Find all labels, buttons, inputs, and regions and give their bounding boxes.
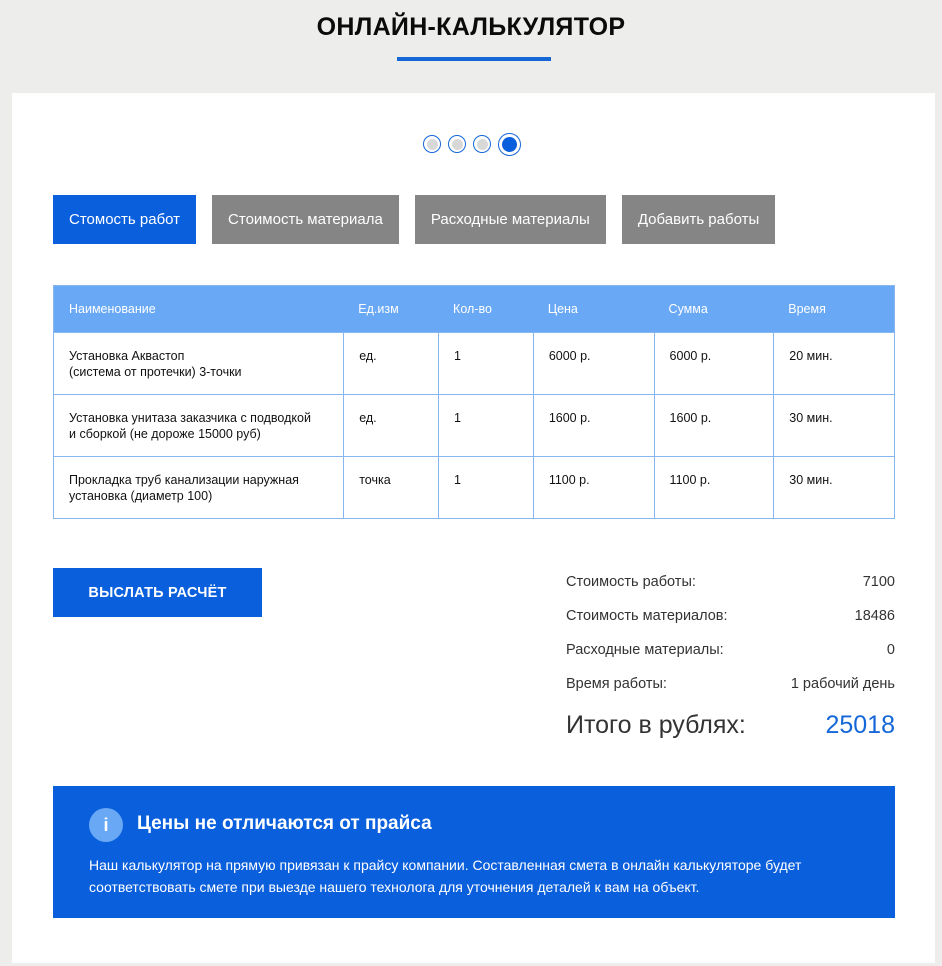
cell-name-line: Установка Аквастоп: [69, 349, 185, 363]
step-indicator: [423, 132, 521, 156]
cell-qty: 1: [438, 457, 533, 518]
calculator-tabs: [53, 195, 775, 244]
cell-time: 30 мин.: [773, 457, 894, 518]
cell-price: 1100 р.: [533, 457, 654, 518]
summary-label: Время работы:: [566, 676, 667, 692]
works-table: [53, 285, 895, 519]
step-dot-icon: [427, 139, 438, 150]
cell-sum: 1100 р.: [654, 457, 774, 518]
title-underline: [397, 57, 551, 61]
cell-name: [54, 333, 343, 394]
total-label: Итого в рублях:: [566, 710, 746, 739]
summary-label: Расходные материалы:: [566, 642, 724, 658]
cell-name-line: и сборкой (не дороже 15000 руб): [69, 427, 261, 441]
step-2[interactable]: [448, 135, 466, 153]
summary-value: 1 рабочий день: [790, 676, 895, 692]
step-dot-icon: [502, 137, 517, 152]
page-title: ОНЛАЙН-КАЛЬКУЛЯТОР: [316, 13, 626, 41]
total-value: 25018: [825, 710, 895, 739]
table-header: [54, 286, 894, 332]
cell-price: 1600 р.: [533, 395, 654, 456]
cell-sum: 1600 р.: [654, 395, 774, 456]
step-dot-icon: [477, 139, 488, 150]
cell-qty: 1: [438, 395, 533, 456]
table-row: [54, 332, 894, 394]
page-header: [0, 0, 942, 93]
summary-value: 18486: [854, 608, 895, 624]
cell-name: [54, 457, 343, 518]
summary-value: 7100: [862, 574, 895, 590]
cell-name-line: Установка унитаза заказчика с подводкой: [69, 411, 311, 425]
step-3[interactable]: [473, 135, 491, 153]
cell-unit: точка: [343, 457, 438, 518]
info-icon: i: [89, 808, 123, 842]
cell-name: [54, 395, 343, 456]
step-dot-icon: [452, 139, 463, 150]
cell-unit: ед.: [343, 333, 438, 394]
cell-unit: ед.: [343, 395, 438, 456]
summary-value: 0: [886, 642, 895, 658]
info-text: Наш калькулятор на прямую привязан к прайсу компании. Составленная смета в онлайн калькуляторе будет соответствовать смете при выезде нашего технолога для уточнения деталей к вам на объект.: [89, 857, 802, 895]
cell-sum: 6000 р.: [654, 333, 774, 394]
info-notice: [53, 786, 895, 918]
column-header-sum: Сумма: [668, 302, 708, 316]
tab-work-cost[interactable]: Стомость работ: [53, 195, 196, 244]
cell-price: 6000 р.: [533, 333, 654, 394]
table-row: [54, 456, 894, 518]
tab-add-work[interactable]: Добавить работы: [622, 195, 775, 244]
summary-label: Стоимость материалов:: [566, 608, 728, 624]
cell-qty: 1: [438, 333, 533, 394]
column-header-qty: Кол-во: [453, 302, 492, 316]
cell-name-line: Прокладка труб канализации наружная: [69, 473, 299, 487]
cost-summary: [566, 565, 895, 745]
summary-row-consumables: [566, 633, 895, 667]
column-header-price: Цена: [547, 302, 578, 316]
summary-total: [566, 705, 895, 745]
summary-label: Стоимость работы:: [566, 574, 696, 590]
summary-row-work: [566, 565, 895, 599]
column-header-name: Наименование: [69, 302, 156, 316]
column-header-unit: Ед.изм: [358, 302, 399, 316]
cell-time: 30 мин.: [773, 395, 894, 456]
step-1[interactable]: [423, 135, 441, 153]
tab-consumables[interactable]: Расходные материалы: [415, 195, 606, 244]
cell-time: 20 мин.: [773, 333, 894, 394]
send-estimate-button[interactable]: ВЫСЛАТЬ РАСЧЁТ: [53, 568, 262, 617]
cell-name-line: установка (диаметр 100): [69, 489, 213, 503]
summary-row-materials: [566, 599, 895, 633]
step-4-active[interactable]: [498, 133, 521, 156]
table-row: [54, 394, 894, 456]
info-title: Цены не отличаются от прайса: [137, 813, 432, 834]
tab-material-cost[interactable]: Стоимость материала: [212, 195, 399, 244]
column-header-time: Время: [788, 302, 826, 316]
summary-row-time: [566, 667, 895, 701]
cell-name-line: (система от протечки) 3-точки: [69, 365, 242, 379]
calculator-card: [12, 93, 935, 963]
